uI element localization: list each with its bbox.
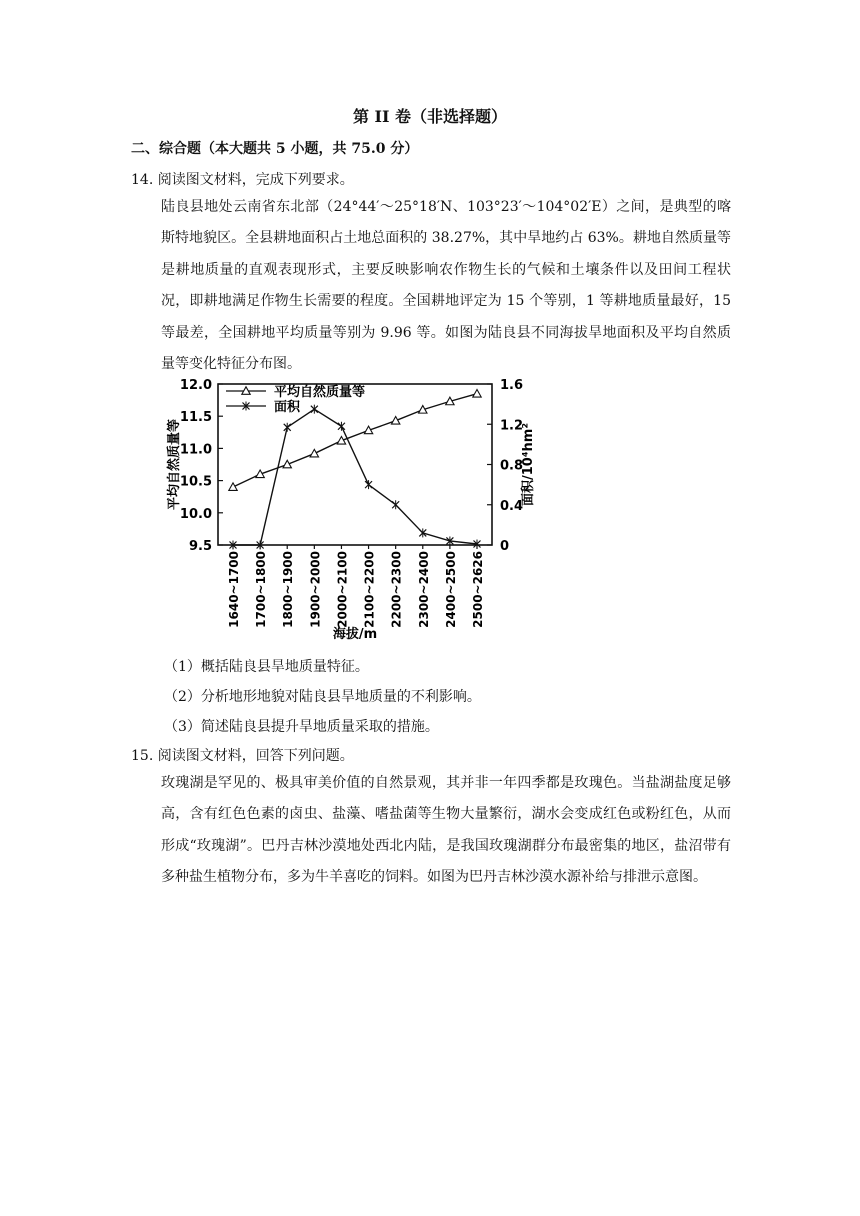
left-tick-label: 11.0 (179, 442, 212, 458)
series-line-2 (233, 409, 477, 545)
quality-point (229, 483, 237, 491)
part-title: 第 II 卷（非选择题） (352, 107, 508, 126)
x-tick-label: 1640~1700 (227, 551, 241, 628)
x-tick-label: 2300~2400 (416, 551, 431, 628)
question-15-header (131, 745, 354, 765)
quality-point (473, 389, 481, 397)
quality-point (283, 460, 291, 468)
question-15-body: 玫瑰湖是罕见的、极具审美价值的自然景观，其并非一年四季都是玫瑰色。当盐湖盐度足够高，含有红色色素的卤虫、盐藻、嗜盐菌等生物大量繁衍，湖水会变成红色或粉红色，从而形成“玫瑰湖”。巴丹吉林沙漠地处西北内陆，是我国玫瑰湖群分布最密集的地区，盐沼带有多种盐生植物分布，多为牛羊喜吃的饲料。如图为巴丹吉林沙漠水源补给与排泄示意图。 (161, 775, 731, 886)
question-14-sub-3: （3）简述陆良县提升旱地质量采取的措施。 (164, 719, 439, 735)
left-tick-label: 9.5 (188, 539, 212, 554)
x-tick-label: 1700~1800 (254, 551, 269, 628)
right-axis-title: 面积/10⁴hm² (521, 422, 536, 507)
legend-label: 面积 (274, 400, 301, 415)
right-tick-label: 1.6 (500, 378, 524, 393)
left-tick-label: 12.0 (179, 378, 212, 393)
right-tick-label: 0.4 (500, 498, 524, 514)
x-tick-label: 2500~2626 (471, 551, 485, 628)
series-line-1 (233, 394, 477, 487)
chart-legend (226, 384, 365, 415)
question-14-sub-1: （1）概括陆良县旱地质量特征。 (164, 659, 369, 675)
area-point (365, 480, 372, 489)
right-tick-label: 1.2 (500, 418, 524, 434)
question-14-header (131, 169, 354, 189)
right-tick-label: 0 (500, 539, 510, 554)
question-14-sub-2: （2）分析地形地貌对陆良县旱地质量的不利影响。 (164, 689, 481, 705)
left-tick-label: 11.5 (179, 410, 212, 426)
area-point (392, 500, 399, 509)
x-tick-label: 2400~2500 (443, 551, 458, 628)
x-tick-label: 2000~2100 (335, 551, 350, 628)
chart-axes (166, 378, 536, 642)
chart-marks (229, 389, 481, 549)
x-axis-title: 海拔/m (332, 627, 378, 642)
legend-label: 平均自然质量等 (274, 385, 366, 400)
area-point (311, 405, 318, 414)
quality-point (391, 417, 399, 425)
x-tick-label: 1900~2000 (308, 551, 323, 628)
elevation-chart (160, 374, 540, 644)
question-15-intro: 阅读图文材料，回答下列问题。 (157, 748, 354, 764)
area-point (338, 422, 345, 431)
left-tick-label: 10.5 (179, 474, 212, 490)
left-axis-title: 平均自然质量等 (167, 418, 182, 511)
section-heading: 二、综合题（本大题共 5 小题，共 75.0 分） (131, 141, 419, 157)
left-tick-label: 10.0 (179, 506, 212, 522)
question-14-body: 陆良县地处云南省东北部（24°44′～25°18′N、103°23′～104°02′E）之间，是典型的喀斯特地貌区。全县耕地面积占土地总面积的 38.27%，其中旱地约占 63%。耕地自然质量等是耕地质量的直观表现形式，主要反映影响农作物生长的气候和土壤条件以及田间工程状况，即耕地满足作物生长需要的程度。全国耕地评定为 15 个等别，1 等耕地质量最好，15 等最差，全国耕地平均质量等别为 9.96 等。如图为陆良县不同海拔旱地面积及平均自然质量等变化特征分布图。 (161, 199, 731, 373)
plot-frame (218, 384, 492, 545)
question-14-number: 14. (131, 172, 154, 188)
quality-point (310, 449, 318, 457)
right-tick-label: 0.8 (500, 458, 524, 474)
question-15-number: 15. (131, 748, 154, 764)
x-tick-label: 2100~2200 (362, 551, 377, 628)
area-point (284, 423, 291, 432)
x-tick-label: 1800~1900 (281, 551, 296, 628)
question-14-intro: 阅读图文材料，完成下列要求。 (157, 172, 354, 188)
x-tick-label: 2200~2300 (389, 551, 404, 628)
